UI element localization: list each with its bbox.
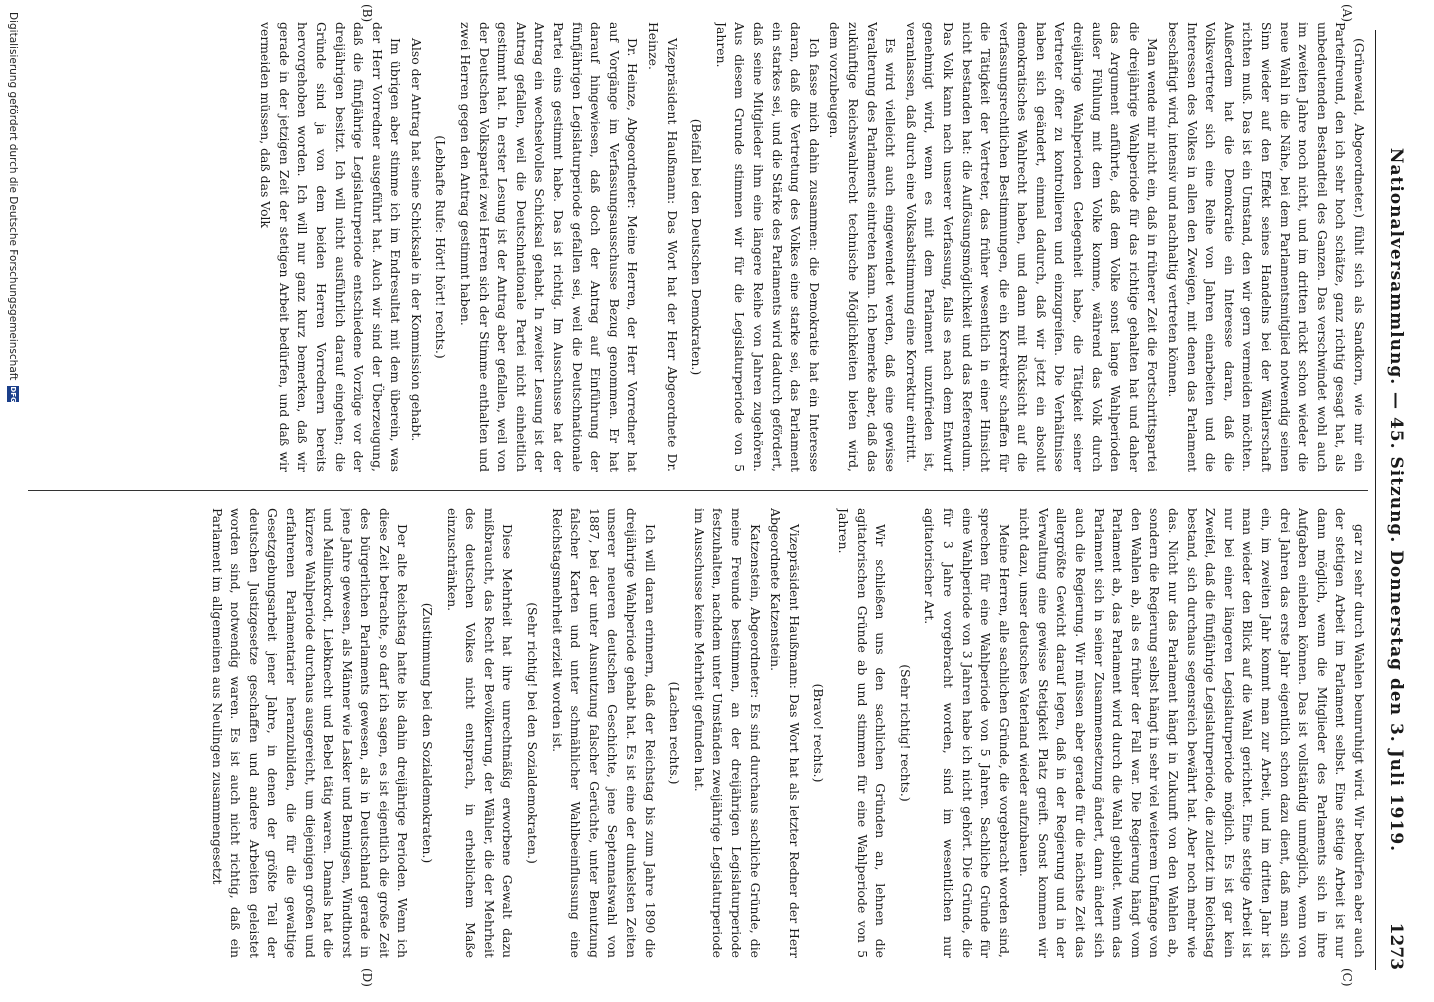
paragraph: (Sehr richtig! rechts.) (897, 664, 913, 802)
right-text-column (18, 508, 1368, 958)
paragraph: Es wird vielleicht auch eingewendet werden, daß eine gewisse Veralterung des Parlaments eintreten kann. Ich bemerke aber, daß das zukünftige Reichswahlrecht technische Möglichkeiten bieten wird, dem vorzubeugen. (827, 22, 899, 472)
dfg-logo-icon: DFG (9, 386, 17, 403)
margin-marker-b: (B) (360, 4, 374, 23)
paragraph: Man wende mir nicht ein, daß in früherer Zeit die Fortschrittspartei die dreijährige Wahlperiode für das richtige gehalten hat und daher das Argument anführte, daß dem Volke sonst lange Wahlperioden außer Fühlung mit dem Volke komme, während das Volk durch dreijährige Wahlperioden Gelegenheit habe, die Tätigkeit seiner Vertreter öfter zu kontrollieren und einzugreifen. Die Verhältnisse haben sich geändert, einmal dadurch, daß wir jetzt ein absolut demokratisches Wahlrecht haben, und dann mit Rücksicht auf die verfassungsrechtlichen Bestimmungen, die ein Korrektiv schaffen für die Tätigkeit der Vertreter, das früher wesentlich in einer Hinsicht nicht bestanden hat: die Auflösungsmöglichkeit und das Referendum. Das Volk kann nach unserer Verfassung, falls es nach dem Entwurf genehmigt wird, wenn es mit dem Parlament unzufrieden ist, veranlassen, daß durch eine Volksabstimmung eine Korrektur eintritt. (903, 22, 1161, 472)
paragraph: (Bravo! rechts.) (811, 683, 827, 783)
margin-marker-d: (D) (360, 968, 374, 987)
paragraph: Also der Antrag hat seine Schicksale in der Kommission gehabt. (408, 38, 424, 442)
paragraph: Meine Herren, alle sachlichen Gründe, die vorgebracht worden sind, sprechen für eine Wahlperiode von 5 Jahren. Sachliche Gründe für eine Wahlperiode von 3 Jahren habe ich nicht gehört. Die Gründe, die für 3 Jahre vorgebracht worden, sind im wesentlichen nur agitatorischer Art. (922, 508, 1012, 958)
left-text-column (18, 22, 1368, 472)
paragraph: Diese Mehrheit hat ihre unrechtmäßig erworbene Gewalt dazu mißbraucht, das Recht der Bevölkerung, der Wähler, die der Mehrheit des deutschen Volkes nicht entsprach, in erheblichem Maße einzuschränken. (444, 508, 516, 958)
footer-text: Digitalisierung gefördert durch die Deutsche Forschungsgemeinschaft (7, 12, 19, 381)
paragraph: Dr. Heinze, Abgeordneter: Meine Herren, der Herr Vorredner hat auf Vorgänge im Verfassungsausschusse Bezug genommen. Er hat darauf hingewiesen, daß doch der Antrag auf Einführung der fünfjährigen Legislaturperiode gefallen sei, weil die Deutschnationale Partei eins gestimmt habe. Das ist richtig. Im Ausschusse hat der Antrag ein wechselvolles Schicksal gehabt. In zweiter Lesung ist der Antrag gefallen, weil die Deutschnationale Partei nicht einheitlich gestimmt hat. In erster Lesung ist der Antrag aber gefallen, weil von der Deutschen Volkspartei zwei Herren sich der Stimme enthalten und zwei Herren gegen den Antrag gestimmt haben. (458, 22, 641, 472)
margin-marker-a: (A) (1340, 4, 1354, 23)
paragraph: (Lachen rechts.) (667, 681, 683, 785)
footer-credit (4, 12, 22, 1002)
paragraph: (Grünewald, Abgeordneter.) fühlt sich als Sandkorn, wie mir ein Parteifreund, den ich sehr hoch schätze, ganz richtig gesagt hat, als unbedeutenden Bestandteil des Ganzen. Das verschwindet wohl auch im zweiten Jahre noch nicht, und im dritten rückt schon wieder die neue Wahl in die Nähe, bei dem Parlamentsmitglied notwendig seinen Sinn wieder auf den Effekt seines Handelns bei der Wählerschaft richten muß. Das ist ein Umstand, den wir gern vermeiden möchten. Außerdem hat die Demokratie ein Interesse daran, daß die Volksvertreter sich eine Reihe von Jahren einarbeiten und die Interessen des Volkes in allen den Zweigen, mit denen das Parlament beschäftigt wird, intensiv und nachhaltig vertreten können. (1166, 22, 1367, 472)
paragraph: (Zustimmung bei den Sozialdemokraten.) (420, 602, 436, 864)
page-number: 1273 (1386, 922, 1406, 970)
paragraph: (Lebhafte Rufe: Hört! hört! rechts.) (433, 135, 449, 359)
paragraph: Der alte Reichstag hatte bis dahin dreijährige Perioden. Wenn ich diese Zeit betrachte, so darf ich sagen, es ist eigentlich die große Zeit des bürgerlichen Parlaments gewesen, als in Deutschland gerade in jene Jahre gewesen, als Männer wie Lasker und Bennigsen, Windthorst und Mallinckrodt, Liebknecht und Bebel tätig waren. Damals hat die kürzere Wahlperiode durchaus ausgereicht, um diejenigen großen und erfahrenen Parlamentarier heranzubilden, die für die gewaltige Gesetzgebungsarbeit jener Jahre, in denen der größte Teil der deutschen Justizgesetze geschaffen und andere Arbeiten geleistet worden sind, notwendig waren. Es ist auch nicht richtig, daß ein Parlament im allgemeinen aus Neulingen zusammengesetzt (209, 508, 411, 958)
paragraph: Ich will daran erinnern, daß der Reichstag bis zum Jahre 1890 die dreijährige Wahlperiode gehabt hat. Es ist eine der dunkelsten Zeiten unserer neueren deutschen Geschichte, jene Septennatswahl von 1887, bei der unter Ausnutzung falscher Gerüchte, unter Benutzung falscher Karten und unter schmählicher Wahlbeeinflussung eine Reichstagsmehrheit erzielt worden ist. (549, 508, 658, 958)
page-title: Nationalversammlung. — 45. Sitzung. Donnerstag den 3. Juli 1919. (1386, 147, 1406, 853)
paragraph: gar zu sehr durch Wahlen beunruhigt wird. Wir bedürfen aber auch der stetigen Arbeit im Parlament selbst. Eine stetige Arbeit ist nur dann möglich, wenn die Mitglieder des Parlaments sich in ihre Aufgaben einleben können. Das ist vollständig unmöglich, wenn von drei Jahren das erste Jahr eigentlich schon dazu dient, daß man sich ein, im zweiten Jahr kommt man zur Arbeit, und im dritten Jahr ist man wieder den Blick auf die Wahl gerichtet. Eine stetige Arbeit ist nur bei einer längeren Legislaturperiode möglich. Es ist gar kein Zweifel, daß die fünfjährige Legislaturperiode, die zuletzt im Reichstag bestand, sich durchaus segensreich bewährt hat. Aber noch mehr wie das. Nicht nur das Parlament hängt in Zukunft von den Wahlen ab, sondern die Regierung selbst hängt in sehr viel weiterem Umfange von den Wahlen ab, als es früher der Fall war. Die Regierung hängt vom Parlament ab, das Parlament wird durch die Wahl gebildet. Wenn das Parlament sich in seiner Zusammensetzung ändert, dann ändert sich auch die Regierung. Wir müssen aber gerade für die nächste Zeit das allergrößte Gewicht darauf legen, daß in der Regierung und in der Verwaltung eine gewisse Stetigkeit Platz greift. Sonst kommen wir nicht dazu, unser deutsches Vaterland wieder aufzubauen. (1017, 508, 1367, 958)
paragraph: Im übrigen aber stimme ich im Endresultat mit dem überein, was der Herr Vorredner ausgeführt hat. Auch wir sind der Überzeugung, daß die fünfjährige Legislaturperiode entschiedene Vorzüge vor der dreijährigen besitzt. Ich will nicht ausführlich darauf eingehen; die Gründe sind ja von dem beiden Herren Vorrednern bereits hervorgehoben worden. Ich will nur ganz kurz bemerken, daß wir gerade in der jetzigen Zeit der stetigen Arbeit bedürfen, und daß wir vermeiden müssen, daß das Volk (258, 22, 404, 472)
column-divider (28, 490, 1368, 491)
page-header (1375, 30, 1416, 970)
paragraph: Katzenstein, Abgeordneter: Es sind durchaus sachliche Gründe, die meine Freunde bestimmen, an der dreijährigen Legislaturperiode festzuhalten, nachdem unter Umständen zweijährige Legislaturperiode im Ausschusse keine Mehrheit gefunden hat. (691, 508, 763, 958)
paragraph: (Beifall bei den Deutschen Demokraten.) (689, 118, 705, 376)
paragraph: Wir schließen uns den sachlichen Gründen an, lehnen die agitatorischen Gründe ab und stimmen für eine Wahlperiode von 5 Jahren. (835, 508, 889, 958)
paragraph: Vizepräsident Haußmann: Das Wort hat der Herr Abgeordnete Dr. Heinze. (646, 22, 680, 472)
margin-marker-c: (C) (1340, 968, 1354, 987)
paragraph: (Sehr richtig! bei den Sozialdemokraten.) (525, 602, 541, 864)
paragraph: Vizepräsident Haußmann: Das Wort hat als letzter Redner der Herr Abgeordnete Katzenstein. (768, 508, 802, 958)
paragraph: Ich fasse mich dahin zusammen: die Demokratie hat ein Interesse daran, daß die Vertretung des Volkes eine starke sei, das Parlament ein starkes sei, und die Stärke des Parlaments wird dadurch gefördert, daß seine Mitglieder ihm eine längere Reihe von Jahren zugehören. Aus diesem Grunde stimmen wir für die Legislaturperiode von 5 Jahren. (713, 22, 822, 472)
